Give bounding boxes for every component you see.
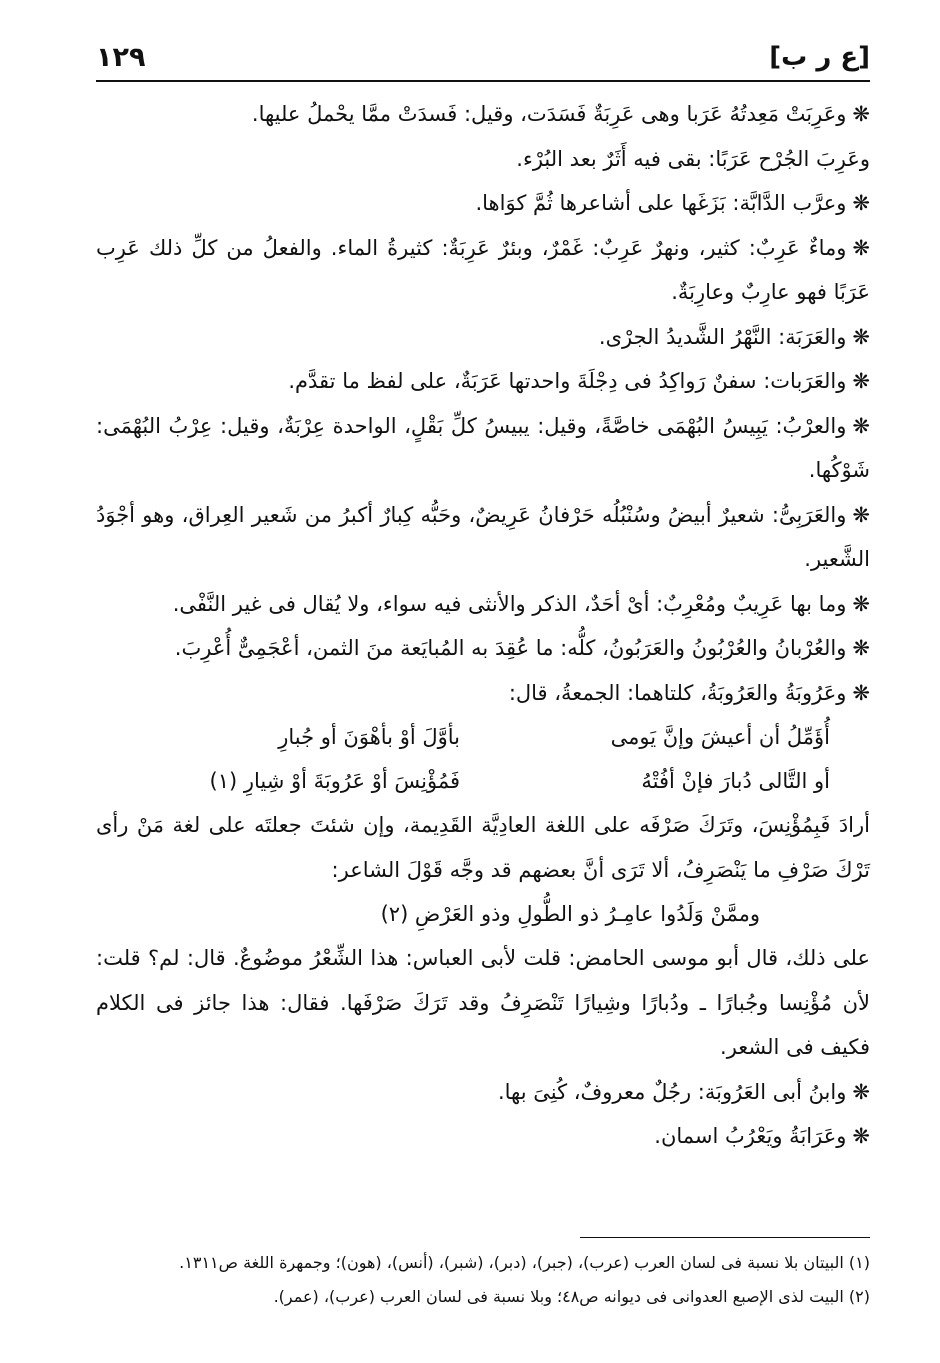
entry (96, 404, 870, 493)
entry (96, 493, 870, 582)
entry-text: والعَرَبِىُّ: شعيرٌ أبيضُ وسُنْبُلُه حَرْفانُ عَرِيضٌ، وحَبُّه كِبارٌ أكبرُ من شَعير العِراق، وهو أجْوَدُ الشَّعير. (96, 502, 870, 571)
asterism-icon: ❋ (852, 591, 870, 616)
asterism-icon: ❋ (852, 1124, 870, 1148)
asterism-icon: ❋ (852, 324, 870, 349)
asterism-icon: ❋ (852, 502, 870, 527)
asterism-icon: ❋ (852, 413, 870, 438)
asterism-icon: ❋ (852, 102, 870, 126)
footnote: (٢) البيت لذى الإصبع العدوانى فى ديوانه ص٤٨؛ وبلا نسبة فى لسان العرب (عرب)، (عمر). (273, 1287, 870, 1306)
root-heading: [ع ر ب] (769, 42, 870, 72)
paragraph: على ذلك، قال أبو موسى الحامض: قلت لأبى العباس: هذا الشِّعْرُ موضُوعٌ. قال: لم؟ قلت: لأن مُؤْنِسا وجُبارًا ـ ودُبارًا وشِيارًا تَنْصَرِفُ وقد تَرَكَ صَرْفَها. فقال: هذا جائز فى الكلام فكيف فى الشعر. (96, 946, 870, 1059)
entry (96, 1070, 870, 1115)
verse-hemistich-left: فَمُؤْنِسَ أوْ عَرُوبَةَ أوْ شِيارِ (١) (209, 769, 460, 793)
paragraph: أرادَ فَبِمُؤْنِسَ، وتَرَكَ صَرْفَه على اللغة العادِيَّة القَدِيمة، وإن شئتَ جعلتَه على لغة مَنْ رأى تَرْكَ صَرْفِ ما يَنْصَرِفُ، ألا تَرَى أنَّ بعضهم قد وجَّه قَوْلَ الشاعر: (96, 813, 870, 882)
entry-text: وعرَّب الدَّابَّة: بَزَغَها على أشاعرها ثُمَّ كوَاها. (475, 191, 847, 215)
entry-text: وابنُ أبى العَرُوبَة: رجُلٌ معروفٌ، كُنِىَ بها. (497, 1079, 847, 1104)
entry-text: والعَرَبات: سفنٌ رَواكِدُ فى دِجْلَةَ واحدتها عَرَبَةٌ، على لفظ ما تقدَّم. (288, 369, 847, 393)
asterism-icon: ❋ (852, 191, 870, 215)
footnote: (١) البيتان بلا نسبة فى لسان العرب (عرب)، (جبر)، (دبر)، (شبر)، (أنس)، (هون)؛ وجمهرة اللغة ص١٣١١. (179, 1253, 870, 1272)
verse-text: وممَّنْ وَلَدُوا عامِـرُ ذو الطُّولِ وذو العَرْضِ (٢) (380, 902, 760, 926)
main-text (96, 92, 870, 1159)
entry (96, 671, 870, 716)
entry (96, 226, 870, 315)
entry-text: وما بها عَرِيبٌ ومُعْرِبٌ: أىْ أحَدٌ، الذكر والأنثى فيه سواء، ولا يُقال فى غير النَّفْى. (172, 591, 847, 616)
verse-line (80, 892, 760, 936)
verse-hemistich-right: أو التَّالى دُبارَ فإنْ أفُتْهُ (641, 769, 830, 793)
entry-text: والعَرَبَة: النَّهْرُ الشَّديدُ الجرْى. (598, 324, 847, 349)
entry-text: وماءٌ عَرِبٌ: كثير، ونهرٌ عَرِبٌ: غَمْرٌ، وبئرٌ عَرِبَةٌ: كثيرةُ الماء. والفعلُ من كلِّ ذلك عَرِب عَرَبًا فهو عارِبٌ وعارِبَةٌ. (96, 235, 870, 304)
entry (96, 315, 870, 360)
entry (96, 92, 870, 137)
entry (96, 1114, 870, 1159)
page-header (96, 40, 870, 82)
entry (96, 626, 870, 671)
asterism-icon: ❋ (852, 1079, 870, 1104)
entry (96, 181, 870, 226)
verse-line (150, 759, 830, 803)
asterism-icon: ❋ (852, 235, 870, 260)
asterism-icon: ❋ (852, 636, 870, 660)
verse-hemistich-right: أُؤَمِّلُ أن أعيشَ وإنَّ يَومى (610, 725, 830, 749)
verse-line (150, 715, 830, 759)
verse-hemistich-left: بأوَّلَ أوْ بأهْوَنَ أو جُبارِ (278, 725, 460, 749)
entry (96, 582, 870, 627)
entry-text: والعُرْبانُ والعُرْبُونُ والعَرَبُونُ، كلُّه: ما عُقِدَ به المُبايَعة منَ الثمن، أعْجَمِىٌّ أُعْرِبَ. (174, 636, 847, 660)
footnote-divider (580, 1237, 870, 1238)
entry-text: وعَرَابَةُ ويَعْرُبُ اسمان. (654, 1124, 847, 1148)
entry-text: وعَرِبَتْ مَعِدتُهُ عَرَبا وهى عَرِبَةٌ فَسَدَت، وقيل: فَسدَتْ ممَّا يحْملُ عليها. (251, 102, 847, 126)
entry (96, 137, 870, 182)
asterism-icon: ❋ (852, 680, 870, 705)
asterism-icon: ❋ (852, 369, 870, 393)
footnotes (90, 1246, 870, 1314)
page-number: ١٢٩ (96, 42, 146, 73)
entry-text: والعرْبُ: يَبِيسُ البُهْمَى خاصَّةً، وقيل: يبيسُ كلِّ بَقْلٍ، الواحدة عِرْبَةٌ، وقيل: عِرْبُ البُهْمَى: شَوْكُها. (96, 413, 870, 482)
entry (96, 359, 870, 404)
entry-text: وعَرِبَ الجُرْح عَرَبًا: بقى فيه أَثَرٌ بعد البُرْء. (516, 146, 870, 171)
entry-text: وعَرُوبَةُ والعَرُوبَةُ، كلتاهما: الجمعةُ، قال: (508, 680, 847, 705)
